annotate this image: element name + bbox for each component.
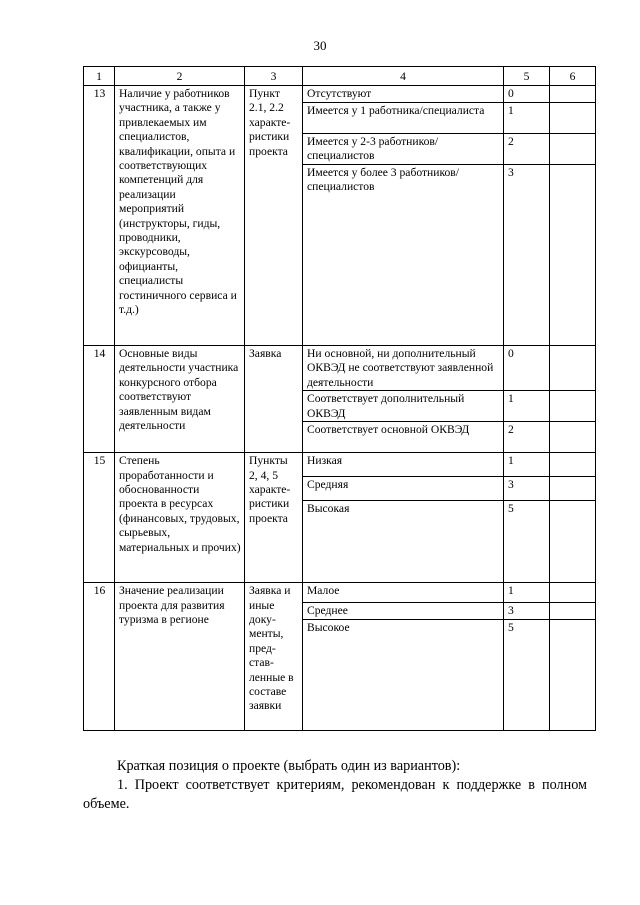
column-header: 2 [115, 67, 245, 86]
option-score: 3 [504, 165, 550, 346]
option-score: 0 [504, 346, 550, 391]
score-cell [550, 134, 596, 165]
criterion-name: Степень проработанности и обоснованности проекта в ресурсах (финансовых, трудовых, сырьевых, материальных и прочих) [115, 453, 245, 583]
score-cell [550, 391, 596, 422]
column-header: 3 [245, 67, 303, 86]
table-row [84, 453, 596, 477]
table-row [84, 346, 596, 391]
option-text: Имеется у 2-3 работников/специалистов [303, 134, 504, 165]
column-header: 4 [303, 67, 504, 86]
option-score: 3 [504, 477, 550, 501]
option-score: 5 [504, 619, 550, 730]
option-text: Малое [303, 583, 504, 603]
option-text: Среднее [303, 603, 504, 619]
criterion-number: 14 [84, 346, 115, 453]
criterion-source: Заявка и иные доку-менты, пред-став-ленные в составе заявки [245, 583, 303, 730]
table-header-row [84, 67, 596, 86]
option-text: Соответствует дополнительный ОКВЭД [303, 391, 504, 422]
score-cell [550, 501, 596, 583]
score-cell [550, 453, 596, 477]
criterion-name: Значение реализации проекта для развития туризма в регионе [115, 583, 245, 730]
score-cell [550, 422, 596, 453]
score-cell [550, 477, 596, 501]
option-score: 1 [504, 453, 550, 477]
criterion-number: 16 [84, 583, 115, 730]
score-cell [550, 86, 596, 103]
option-text: Высокая [303, 501, 504, 583]
score-cell [550, 583, 596, 603]
criterion-source: Пункт 2.1, 2.2 характе-ристики проекта [245, 86, 303, 346]
criterion-number: 15 [84, 453, 115, 583]
summary-heading: Краткая позиция о проекте (выбрать один из вариантов): [117, 758, 461, 774]
option-score: 1 [504, 391, 550, 422]
score-cell [550, 619, 596, 730]
score-cell [550, 603, 596, 619]
option-text: Соответствует основной ОКВЭД [303, 422, 504, 453]
page-number: 30 [313, 38, 327, 53]
option-score: 2 [504, 134, 550, 165]
score-cell [550, 346, 596, 391]
option-score: 1 [504, 103, 550, 134]
option-score: 0 [504, 86, 550, 103]
option-text: Высокое [303, 619, 504, 730]
column-header: 1 [84, 67, 115, 86]
option-score: 2 [504, 422, 550, 453]
table-row [84, 583, 596, 603]
score-cell [550, 103, 596, 134]
score-cell [550, 165, 596, 346]
option-score: 5 [504, 501, 550, 583]
criterion-source: Заявка [245, 346, 303, 453]
option-text: Имеется у более 3 работников/специалистов [303, 165, 504, 346]
column-header: 6 [550, 67, 596, 86]
option-text: Средняя [303, 477, 504, 501]
summary-option-1: 1. Проект соответствует критериям, рекомендован к поддержке в полном объеме. [83, 777, 587, 812]
option-text: Низкая [303, 453, 504, 477]
criterion-name: Основные виды деятельности участника конкурсного отбора соответствуют заявленным видам деятельности [115, 346, 245, 453]
criterion-number: 13 [84, 86, 115, 346]
option-text: Отсутствуют [303, 86, 504, 103]
option-text: Имеется у 1 работника/специалиста [303, 103, 504, 134]
option-score: 3 [504, 603, 550, 619]
option-text: Ни основной, ни дополнительный ОКВЭД не соответствуют заявленной деятельности [303, 346, 504, 391]
criterion-name: Наличие у работников участника, а также у привлекаемых им специалистов, квалификации, опыта и соответствующих компетенций для реализации мероприятий (инструкторы, гиды, проводники, экскурсоводы, официанты, специалисты гостиничного сервиса и т.д.) [115, 86, 245, 346]
column-header: 5 [504, 67, 550, 86]
option-score: 1 [504, 583, 550, 603]
criterion-source: Пункты 2, 4, 5 характе-ристики проекта [245, 453, 303, 583]
criteria-table [83, 66, 596, 731]
table-row [84, 86, 596, 103]
